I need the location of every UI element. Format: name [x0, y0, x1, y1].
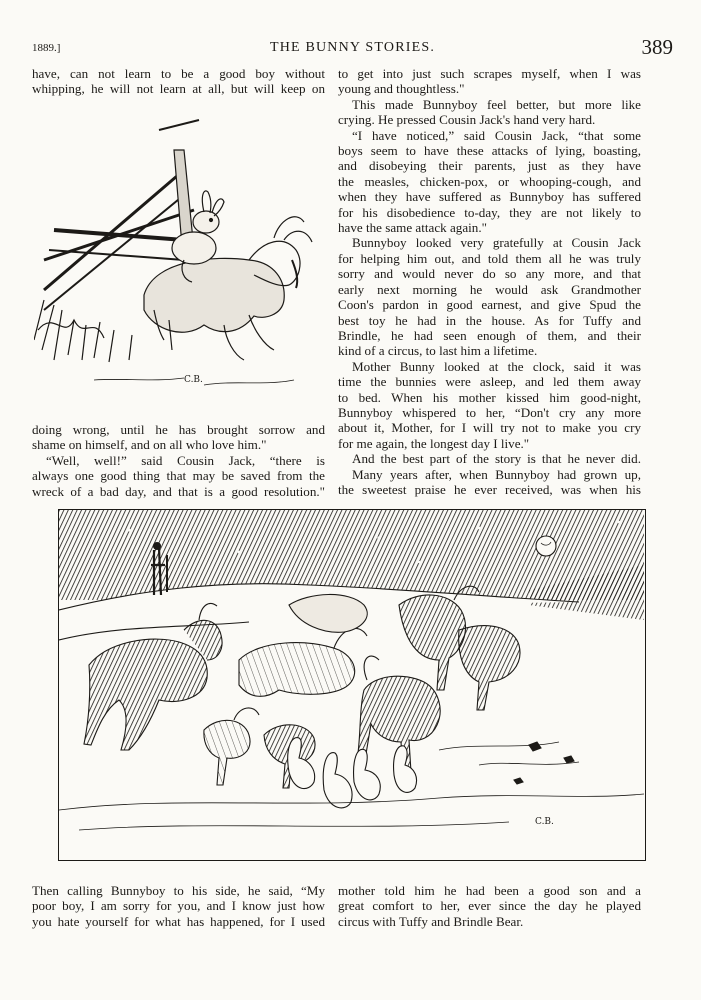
text-line: Many years after, when Bunnyboy had grown up, [352, 466, 641, 482]
illustration-goats-in-snow [58, 509, 646, 861]
page-number: 389 [641, 35, 673, 59]
text-line: great comfort to her, ever since the day he played [338, 898, 641, 914]
text-line: “I have noticed,” said Cousin Jack, “that some [352, 127, 641, 143]
text-line: to get into just such scrapes myself, when I was [338, 66, 641, 81]
text-line: shame on himself, and on all who love him." [32, 437, 267, 453]
column1-top-text [32, 66, 325, 97]
text-line: poor boy, I am sorry for you, and I know just how [32, 898, 325, 914]
header-date: 1889.] [32, 42, 61, 54]
text-line: to bed. When his mother kissed him good-night, [338, 389, 641, 405]
text-line: Mother Bunny looked at the clock, said it was [352, 358, 641, 374]
text-line: Then calling Bunnyboy to his side, he said, “My [32, 883, 325, 898]
column2-bottom-text [338, 883, 641, 929]
text-line: Brindle, he had seen enough of them, and their [338, 327, 641, 343]
text-line: when they have suffered as Bunnyboy has suffered [338, 189, 641, 205]
text-line: and disobeying their parents, just as they have [338, 158, 641, 174]
small-illustration-signature: C.B. [184, 375, 203, 385]
text-line: whipping, he will not learn at all, but will keep on [32, 81, 325, 97]
text-line: for me again, the longest day I live." [338, 435, 530, 451]
text-line: Coon's pardon in good earnest, and give Spud the [338, 297, 641, 313]
column2-top-text [338, 66, 641, 497]
text-line: crying. He pressed Cousin Jack's hand very hard. [338, 112, 596, 128]
header-title: THE BUNNY STORIES. [269, 40, 436, 55]
text-line: for helping him out, and told them all he was truly [338, 250, 641, 266]
text-line: about it, Mother, for I will try not to make you cry [338, 420, 641, 436]
text-line: This made Bunnyboy feel better, but more like [352, 96, 641, 112]
column1-middle-text [32, 422, 325, 499]
text-line: circus with Tuffy and Brindle Bear. [338, 913, 524, 929]
illustration-bunny-on-goat [34, 110, 324, 410]
text-line: wreck of a bad day, and that is a good resolution." [32, 483, 325, 499]
text-line: have, can not learn to be a good boy without [32, 66, 325, 81]
column1-bottom-text [32, 883, 325, 929]
text-line: kind of a circus, to last him a lifetime. [338, 343, 538, 359]
text-line: always one good thing that may be saved from the [32, 468, 325, 484]
text-line: early next morning he would ask Grandmother [338, 281, 641, 297]
text-line: you hate yourself for what has happened, for I used [32, 913, 325, 929]
text-line: Bunnyboy looked very gratefully at Cousin Jack [352, 235, 641, 251]
text-line: have the same attack again." [338, 220, 487, 236]
text-line: time the bunnies were asleep, and led them away [338, 374, 641, 390]
text-line: the measles, chicken-pox, or whooping-cough, and [338, 173, 641, 189]
text-line: the sweetest praise he ever received, was when his [338, 481, 641, 497]
text-line: doing wrong, until he has brought sorrow and [32, 422, 325, 437]
text-line: young and thoughtless." [338, 81, 465, 97]
text-line: And the best part of the story is that he never did. [352, 451, 641, 467]
text-line: for his disobedience to-day, they are not likely to [338, 204, 641, 220]
large-illustration-signature: C.B. [535, 817, 554, 827]
text-line: boys seem to have these attacks of lying, boasting, [338, 143, 641, 159]
running-header [32, 36, 673, 58]
text-line: mother told him he had been a good son and a [338, 883, 641, 898]
text-line: best toy he had in the house. As for Tuffy and [338, 312, 641, 328]
text-line: “Well, well!” said Cousin Jack, “there is [46, 452, 325, 468]
text-line: sorry and would never do so any more, and that [338, 266, 641, 282]
text-line: Bunnyboy whispered to her, “Don't cry any more [338, 404, 641, 420]
